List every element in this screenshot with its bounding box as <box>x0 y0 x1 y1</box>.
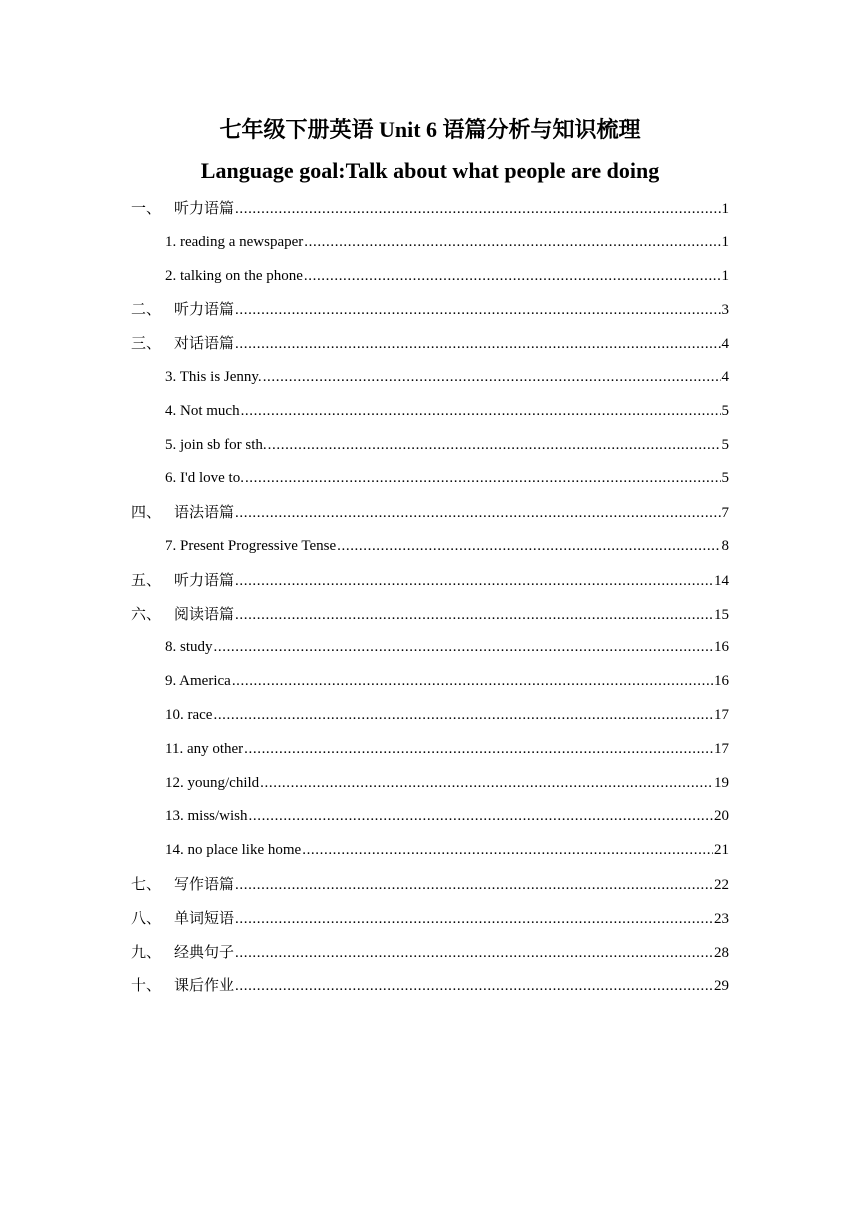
toc-dot-leader <box>263 366 721 388</box>
toc-dot-leader <box>235 299 720 321</box>
toc-section-entry[interactable] <box>131 907 729 929</box>
toc-section-entry[interactable] <box>131 298 729 320</box>
toc-entry-label: 语法语篇 <box>174 503 235 522</box>
toc-subsection-entry[interactable] <box>165 265 729 287</box>
toc-entry-number: 九、 <box>131 942 162 961</box>
toc-entry-page-number: 29 <box>714 978 729 995</box>
toc-dot-leader <box>235 942 713 964</box>
toc-entry-label: 写作语篇 <box>174 875 235 893</box>
toc-entry-label: 课后作业 <box>174 976 235 995</box>
toc-entry-label: 4. Not much <box>165 402 240 419</box>
toc-dot-leader <box>235 502 720 524</box>
toc-section-entry[interactable] <box>131 873 729 895</box>
toc-entry-number: 三、 <box>131 334 162 353</box>
toc-entry-page-number: 4 <box>721 369 729 385</box>
toc-section-entry[interactable] <box>131 501 729 523</box>
toc-section-entry[interactable] <box>131 569 729 591</box>
toc-entry-label: 11. any other <box>165 740 244 757</box>
toc-entry-page-number: 1 <box>721 201 729 217</box>
toc-dot-leader <box>244 738 713 760</box>
toc-dot-leader <box>245 467 721 489</box>
toc-subsection-entry[interactable] <box>165 636 729 658</box>
toc-dot-leader <box>232 670 713 692</box>
toc-entry-number: 四、 <box>131 503 162 522</box>
toc-entry-page-number: 16 <box>714 673 729 690</box>
toc-dot-leader <box>213 704 713 726</box>
toc-entry-label: 12. young/child <box>165 774 260 791</box>
toc-entry-page-number: 1 <box>721 233 729 250</box>
toc-entry-label: 6. I'd love to. <box>165 470 244 487</box>
toc-entry-label: 阅读语篇 <box>174 604 235 623</box>
toc-subsection-entry[interactable] <box>165 839 729 861</box>
toc-entry-label: 8. study <box>165 639 213 656</box>
document-subtitle: Language goal:Talk about what people are doing <box>200 158 660 183</box>
toc-subsection-entry[interactable] <box>165 738 729 760</box>
toc-entry-page-number: 8 <box>721 538 729 554</box>
toc-entry-page-number: 23 <box>714 910 729 927</box>
document-title: 七年级下册英语 Unit 6 语篇分析与知识梳理 <box>219 117 641 142</box>
toc-entry-number: 六、 <box>131 604 162 623</box>
toc-dot-leader <box>235 908 713 930</box>
toc-dot-leader <box>337 535 720 557</box>
toc-section-entry[interactable] <box>131 603 729 625</box>
toc-entry-label: 9. America <box>165 673 231 690</box>
toc-dot-leader <box>235 570 713 592</box>
toc-subsection-entry[interactable] <box>165 467 729 489</box>
toc-entry-label: 2. talking on the phone <box>165 267 303 284</box>
toc-subsection-entry[interactable] <box>165 231 729 253</box>
toc-entry-page-number: 4 <box>721 336 729 353</box>
toc-entry-page-number: 15 <box>714 606 729 623</box>
toc-entry-page-number: 1 <box>721 267 729 284</box>
toc-subsection-entry[interactable] <box>165 434 729 456</box>
toc-section-entry[interactable] <box>131 941 729 963</box>
toc-entry-page-number: 17 <box>714 740 729 757</box>
toc-entry-number: 五、 <box>131 570 162 589</box>
toc-subsection-entry[interactable] <box>165 772 729 794</box>
toc-entry-number: 二、 <box>131 300 162 319</box>
toc-entry-label: 13. miss/wish <box>165 808 248 825</box>
toc-entry-label: 14. no place like home <box>165 842 302 859</box>
toc-subsection-entry[interactable] <box>165 704 729 726</box>
toc-entry-number: 八、 <box>131 908 162 927</box>
toc-entry-label: 3. This is Jenny. <box>165 369 262 385</box>
toc-subsection-entry[interactable] <box>165 670 729 692</box>
toc-dot-leader <box>249 805 713 827</box>
toc-subsection-entry[interactable] <box>165 400 729 422</box>
toc-entry-label: 经典句子 <box>174 942 235 961</box>
toc-dot-leader <box>235 333 720 355</box>
toc-entry-page-number: 5 <box>721 470 729 487</box>
toc-section-entry[interactable] <box>131 197 729 219</box>
toc-subsection-entry[interactable] <box>165 535 729 557</box>
toc-entry-label: 听力语篇 <box>174 300 235 319</box>
toc-entry-page-number: 22 <box>714 877 729 893</box>
toc-dot-leader <box>260 772 713 794</box>
toc-entry-page-number: 16 <box>714 639 729 656</box>
toc-dot-leader <box>235 604 713 626</box>
toc-dot-leader <box>214 636 713 658</box>
toc-entry-page-number: 5 <box>721 402 729 419</box>
toc-entry-page-number: 21 <box>714 842 729 859</box>
toc-entry-label: 单词短语 <box>174 908 235 927</box>
toc-entry-page-number: 3 <box>721 302 729 319</box>
toc-entry-label: 1. reading a newspaper <box>165 233 304 250</box>
toc-dot-leader <box>241 400 721 422</box>
toc-entry-label: 听力语篇 <box>174 570 235 589</box>
toc-entry-page-number: 19 <box>714 774 729 791</box>
toc-section-entry[interactable] <box>131 974 729 996</box>
toc-dot-leader <box>235 874 713 896</box>
toc-dot-leader <box>302 839 713 861</box>
toc-entry-label: 5. join sb for sth. <box>165 436 267 453</box>
toc-entry-number: 七、 <box>131 875 162 893</box>
toc-entry-page-number: 28 <box>714 944 729 961</box>
toc-dot-leader <box>304 231 720 253</box>
toc-dot-leader <box>268 434 721 456</box>
toc-entry-page-number: 5 <box>721 436 729 453</box>
toc-section-entry[interactable] <box>131 332 729 354</box>
toc-entry-label: 听力语篇 <box>174 199 235 217</box>
toc-entry-page-number: 20 <box>714 808 729 825</box>
toc-dot-leader <box>235 975 713 997</box>
toc-entry-number: 一、 <box>131 199 162 217</box>
toc-entry-page-number: 17 <box>714 707 729 723</box>
toc-entry-label: 对话语篇 <box>174 334 235 353</box>
toc-subsection-entry[interactable] <box>165 805 729 827</box>
toc-entry-page-number: 7 <box>721 505 729 522</box>
toc-entry-number: 十、 <box>131 976 162 995</box>
toc-dot-leader <box>235 198 720 220</box>
toc-entry-page-number: 14 <box>714 572 729 589</box>
toc-entry-label: 10. race <box>165 707 213 723</box>
toc-dot-leader <box>304 265 721 287</box>
toc-subsection-entry[interactable] <box>165 366 729 388</box>
toc-entry-label: 7. Present Progressive Tense <box>165 538 337 554</box>
